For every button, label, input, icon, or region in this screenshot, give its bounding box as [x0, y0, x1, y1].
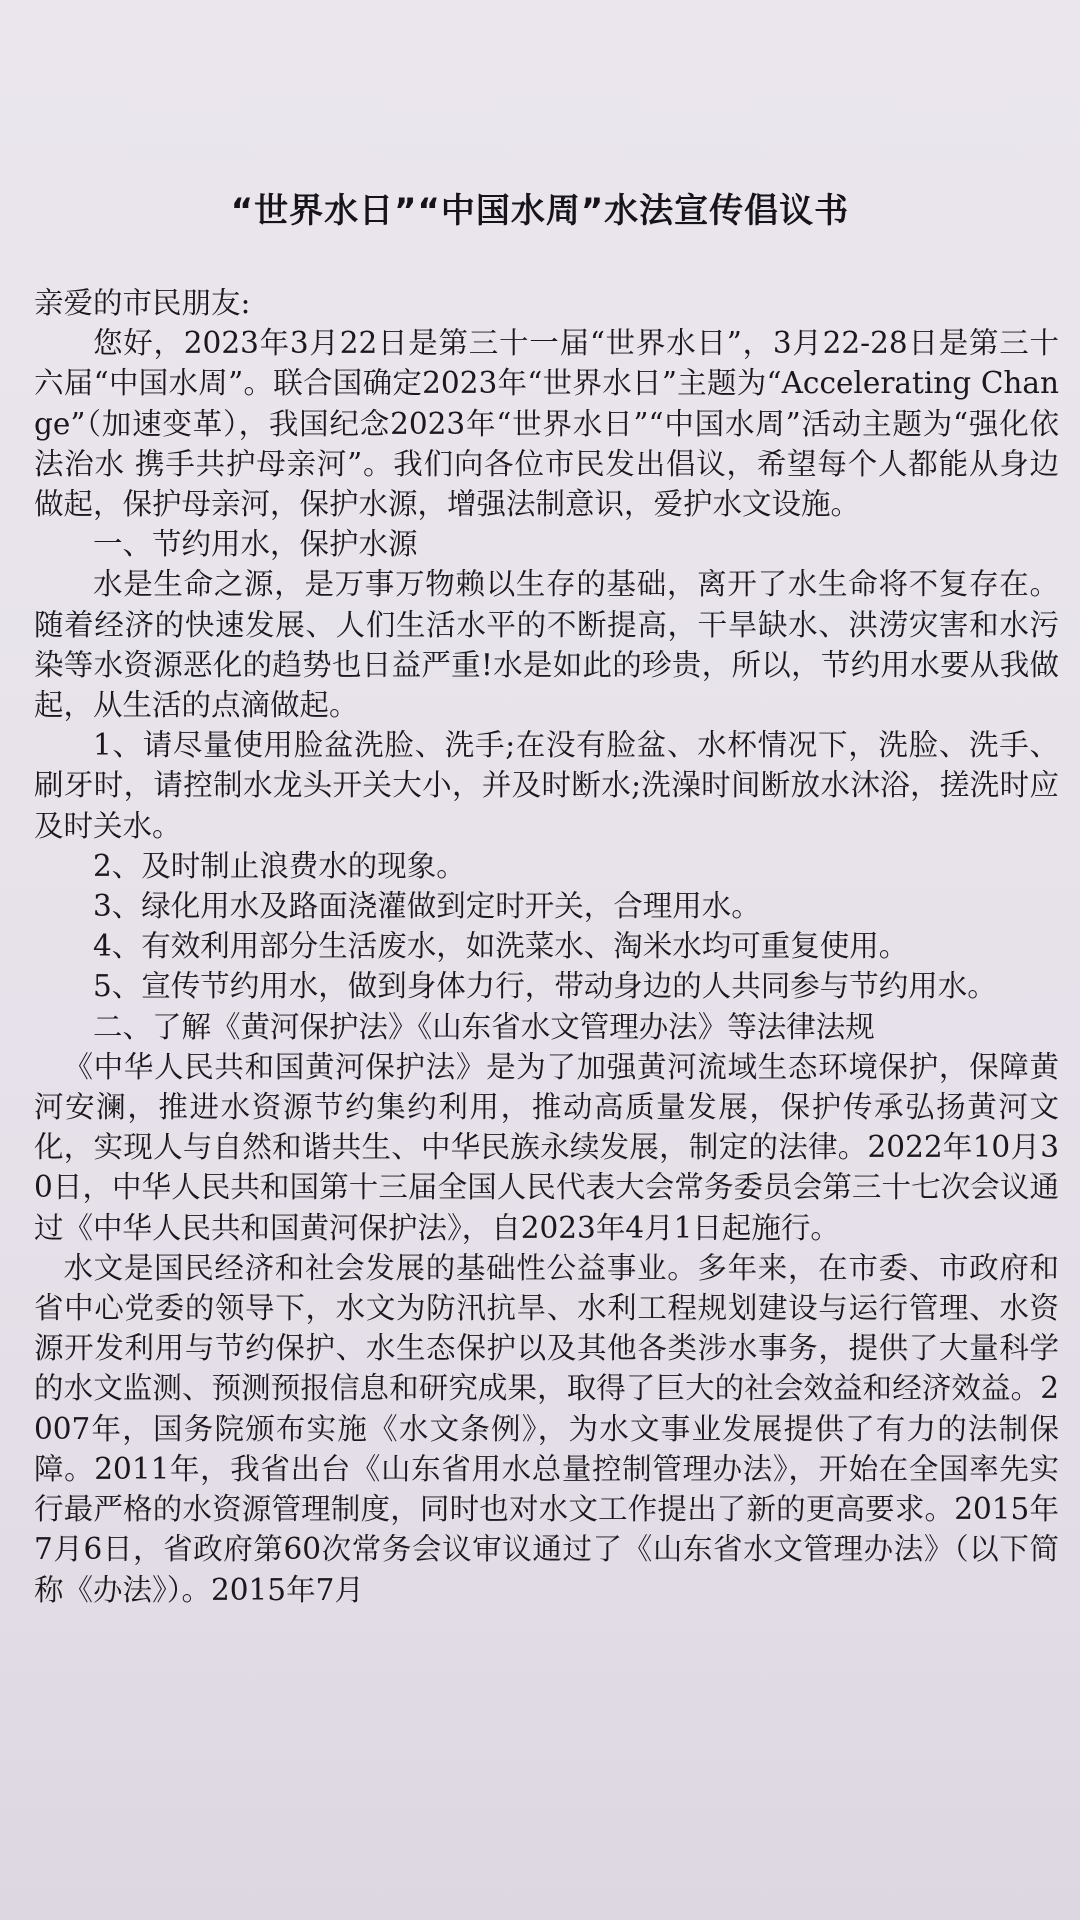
list-item: 2、及时制止浪费水的现象。: [93, 848, 466, 883]
body-paragraph: 水是生命之源，是万事万物赖以生存的基础，离开了水生命将不复存在。随着经济的快速发展、人们生活水平的不断提高，干旱缺水、洪涝灾害和水污染等水资源恶化的趋势也日益严重!水是如此的珍贵，所以，节约用水要从我做起，从生活的点滴做起。: [34, 567, 1059, 723]
document-body: [34, 283, 1059, 1610]
body-paragraph: 《中华人民共和国黄河保护法》是为了加强黄河流域生态环境保护，保障黄河安澜，推进水资源节约集约利用，推动高质量发展，保护传承弘扬黄河文化，实现人与自然和谐共生、中华民族永续发展，制定的法律。2022年10月30日，中华人民共和国第十三届全国人民代表大会常务委员会第三十七次会议通过《中华人民共和国黄河保护法》，自2023年4月1日起施行。: [34, 1049, 1059, 1245]
section-heading-1: 一、节约用水，保护水源: [93, 527, 418, 562]
list-item: 4、有效利用部分生活废水，如洗菜水、淘米水均可重复使用。: [93, 929, 909, 964]
section-heading-2: 二、了解《黄河保护法》《山东省水文管理办法》等法律法规: [93, 1009, 875, 1044]
list-item: 5、宣传节约用水，做到身体力行，带动身边的人共同参与节约用水。: [93, 969, 997, 1004]
document-title: “世界水日”“中国水周”水法宣传倡议书: [230, 191, 850, 231]
salutation: 亲爱的市民朋友:: [34, 286, 251, 320]
list-item: 1、请尽量使用脸盆洗脸、洗手;在没有脸盆、水杯情况下，洗脸、洗手、刷牙时，请控制水龙头开关大小，并及时断水;洗澡时间断放水沐浴，搓洗时应及时关水。: [34, 728, 1059, 843]
list-item: 3、绿化用水及路面浇灌做到定时开关，合理用水。: [93, 889, 761, 924]
intro-paragraph: 您好，2023年3月22日是第三十一届“世界水日”，3月22-28日是第三十六届“中国水周”。联合国确定2023年“世界水日”主题为“Accelerating Change”（加速变革），我国纪念2023年“世界水日”“中国水周”活动主题为“强化依法治水 携手共护母亲河”。我们向各位市民发出倡议，希望每个人都能从身边做起，保护母亲河，保护水源，增强法制意识，爱护水文设施。: [34, 326, 1059, 522]
body-paragraph: 水文是国民经济和社会发展的基础性公益事业。多年来，在市委、市政府和省中心党委的领导下，水文为防汛抗旱、水利工程规划建设与运行管理、水资源开发利用与节约保护、水生态保护以及其他各类涉水事务，提供了大量科学的水文监测、预测预报信息和研究成果，取得了巨大的社会效益和经济效益。2007年，国务院颁布实施《水文条例》，为水文事业发展提供了有力的法制保障。2011年，我省出台《山东省用水总量控制管理办法》，开始在全国率先实行最严格的水资源管理制度，同时也对水文工作提出了新的更高要求。2015年7月6日，省政府第60次常务会议审议通过了《山东省水文管理办法》（以下简称《办法》）。2015年7月: [34, 1250, 1059, 1607]
